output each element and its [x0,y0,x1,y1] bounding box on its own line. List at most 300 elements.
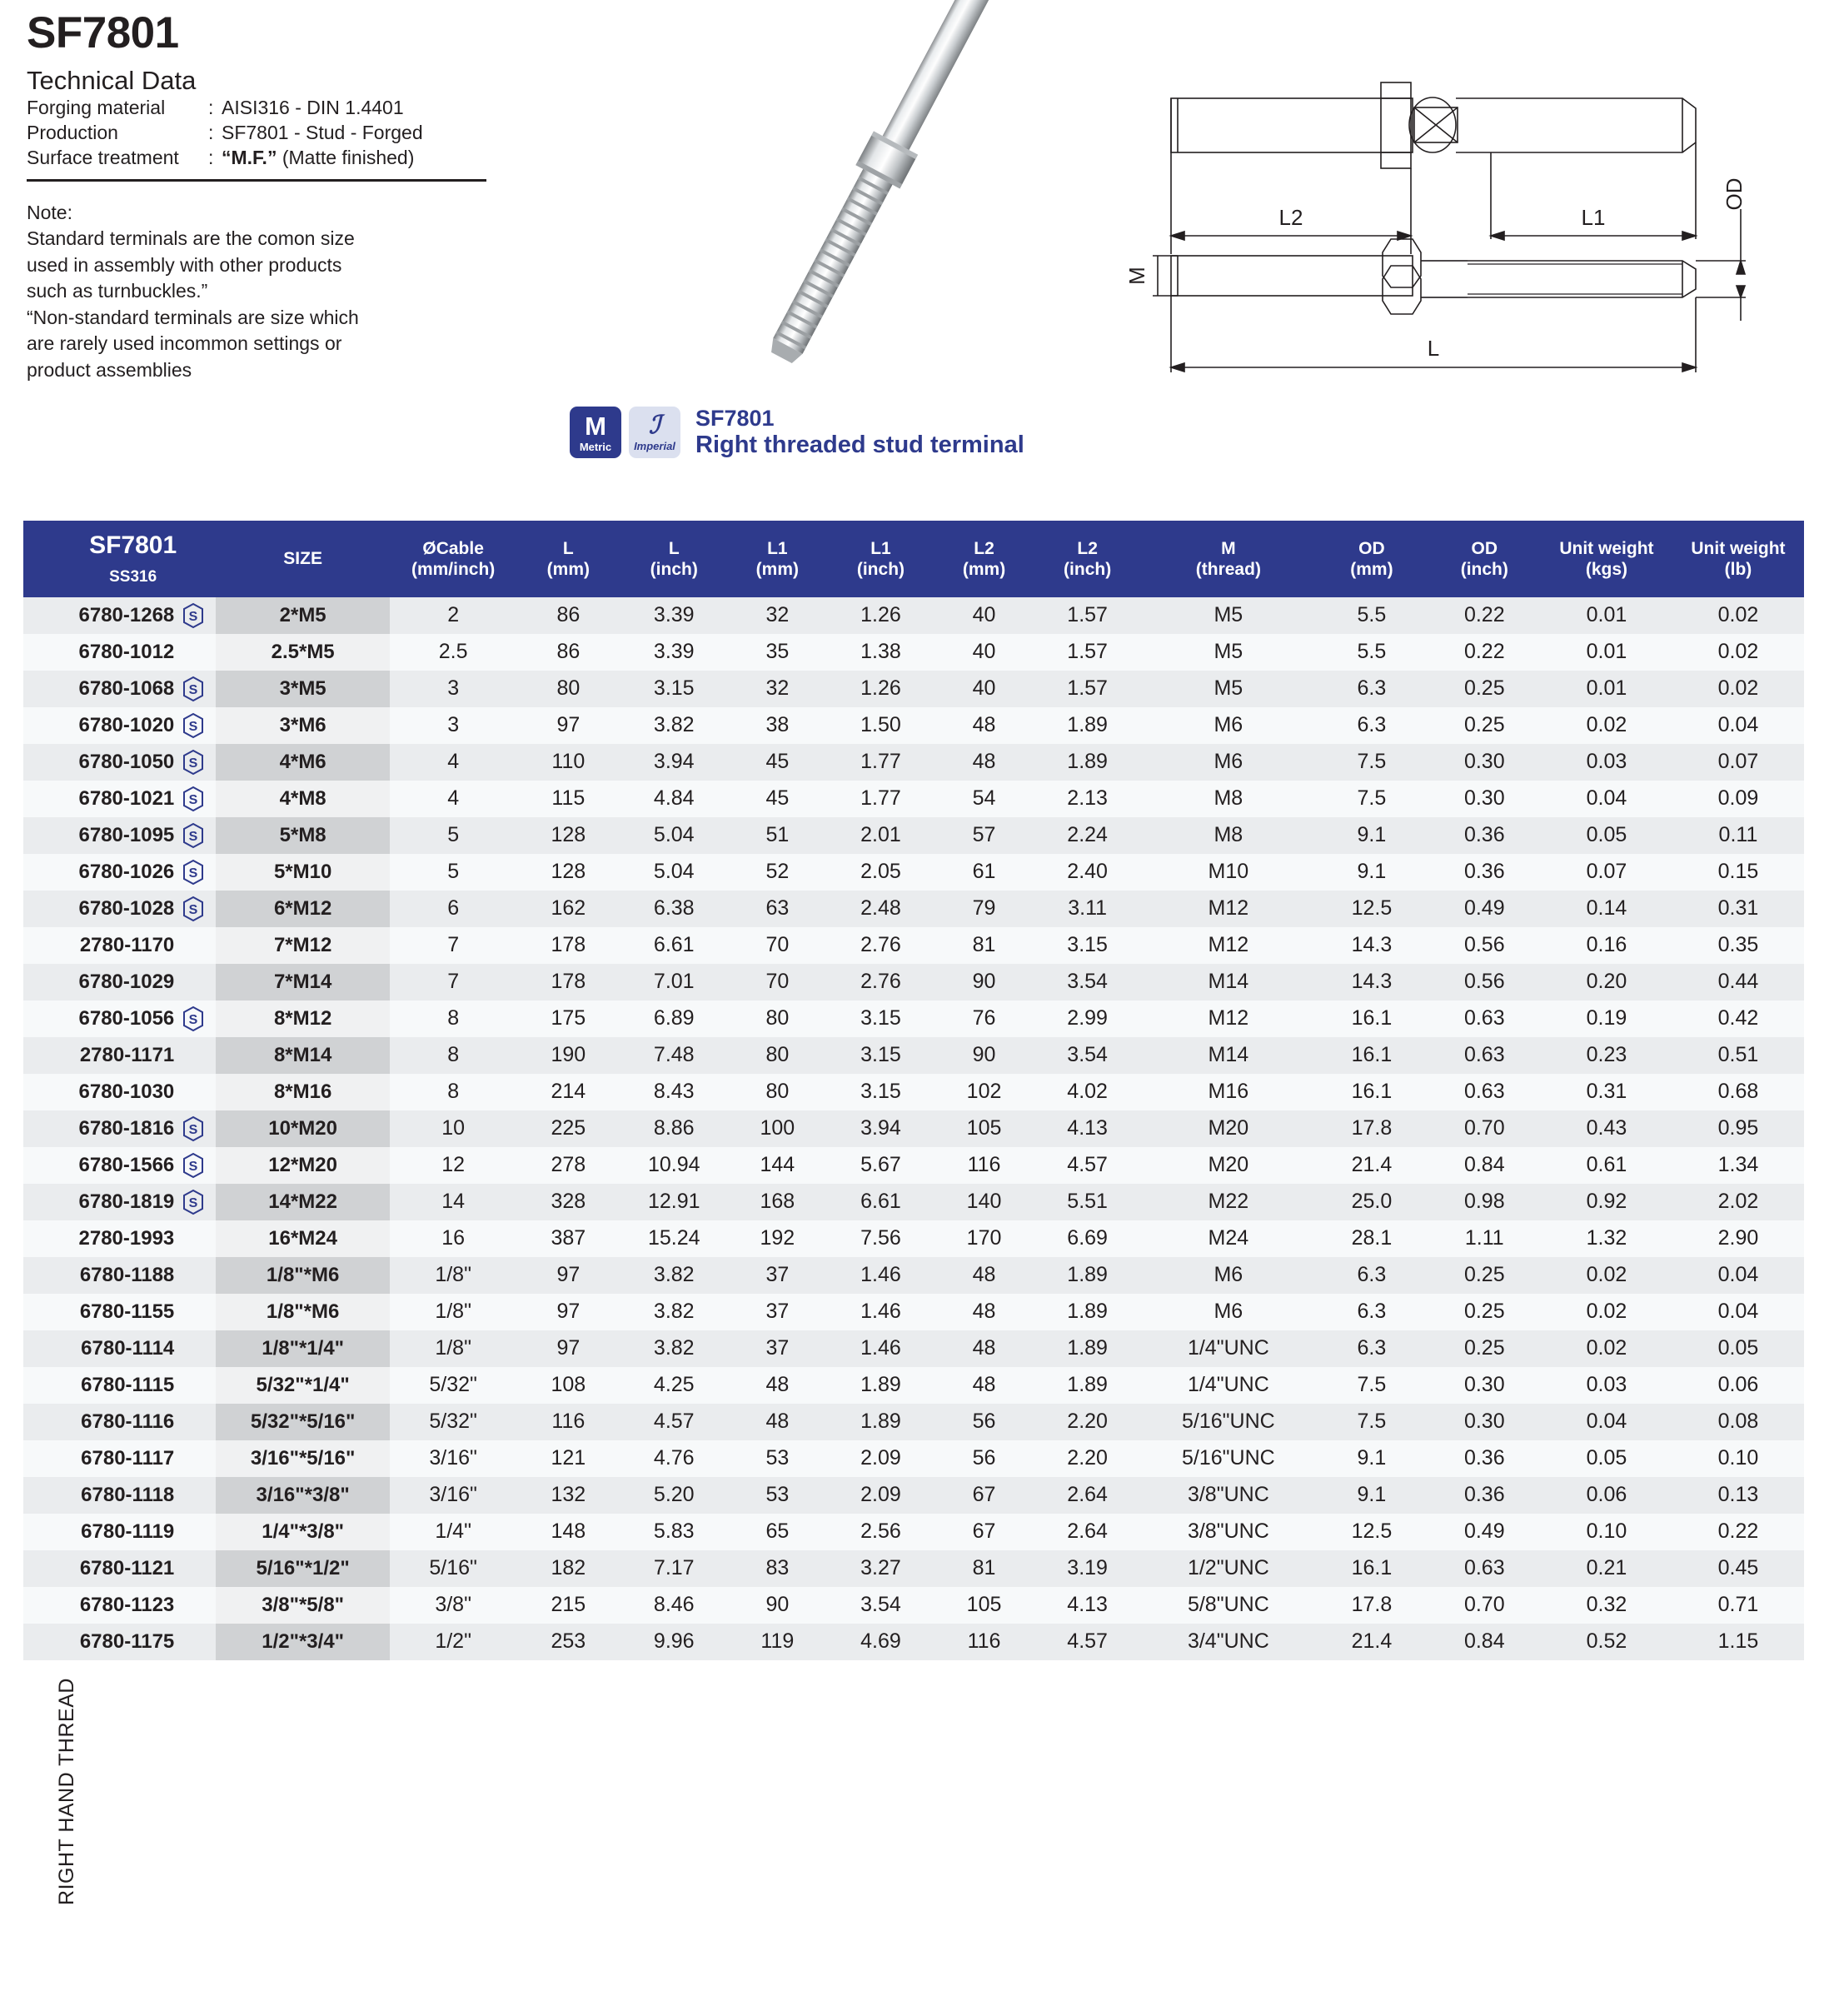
table-row[interactable] [23,1074,1804,1110]
cell-lb: 2.02 [1672,1184,1804,1220]
column-header-main: L [668,538,680,558]
cell-thread: M16 [1142,1074,1316,1110]
cell-size: 16*M24 [216,1220,390,1257]
cell-l-mm: 86 [516,597,620,634]
stainless-s-icon [182,750,204,775]
cell-od-in: 0.25 [1428,671,1541,707]
cell-l-in: 4.84 [620,781,728,817]
cell-l2-mm: 116 [934,1624,1033,1660]
cell-l-in: 8.86 [620,1110,728,1147]
table-row[interactable] [23,597,1804,634]
product-code-text: 6780-1114 [81,1336,175,1360]
caption-product-name: Right threaded stud terminal [695,432,1024,459]
cell-l2-in: 2.20 [1034,1440,1142,1477]
cell-size: 3/8"*5/8" [216,1587,390,1624]
cell-od-mm: 16.1 [1315,1001,1428,1037]
cell-l1-in: 3.54 [827,1587,935,1624]
table-row[interactable] [23,1257,1804,1294]
cell-lb: 0.08 [1672,1404,1804,1440]
cell-od-mm: 17.8 [1315,1110,1428,1147]
cell-kgs: 0.21 [1541,1550,1672,1587]
cell-od-in: 0.49 [1428,1514,1541,1550]
cell-size: 12*M20 [216,1147,390,1184]
cell-l-in: 7.48 [620,1037,728,1074]
cell-thread: 5/8"UNC [1142,1587,1316,1624]
code-cell-inner [25,1043,204,1068]
cell-od-mm: 6.3 [1315,1330,1428,1367]
table-row[interactable] [23,1001,1804,1037]
cell-l1-in: 1.77 [827,781,935,817]
cell-kgs: 0.92 [1541,1184,1672,1220]
cell-l2-in: 6.69 [1034,1220,1142,1257]
cell-l-mm: 162 [516,891,620,927]
column-header [1672,521,1804,597]
product-code-text: 6780-1116 [81,1410,175,1433]
cell-l-in: 5.20 [620,1477,728,1514]
cell-kgs: 0.01 [1541,671,1672,707]
table-row[interactable] [23,781,1804,817]
cell-product-code [23,1550,216,1587]
column-header-main: Unit weight [1559,538,1654,558]
cell-kgs: 1.32 [1541,1220,1672,1257]
cell-l1-in: 1.89 [827,1404,935,1440]
cell-lb: 0.11 [1672,817,1804,854]
cell-thread: M20 [1142,1110,1316,1147]
code-cell-inner [25,603,204,628]
cell-size: 3*M6 [216,707,390,744]
cell-l1-in: 2.76 [827,927,935,964]
code-cell-inner [25,1226,204,1251]
spec-colon: : [208,122,214,144]
product-code-text: 6780-1155 [79,1300,175,1323]
cell-lb: 0.02 [1672,634,1804,671]
cell-thread: M14 [1142,1037,1316,1074]
product-code-text: 6780-1115 [81,1373,175,1396]
column-header-main: ØCable [422,538,484,558]
cell-lb: 0.51 [1672,1037,1804,1074]
cell-l-mm: 115 [516,781,620,817]
cell-kgs: 0.10 [1541,1514,1672,1550]
cell-thread: 5/16"UNC [1142,1440,1316,1477]
cell-l2-mm: 40 [934,634,1033,671]
cell-kgs: 0.02 [1541,1294,1672,1330]
product-code-text: 6780-1012 [78,640,175,663]
cell-l-in: 4.57 [620,1404,728,1440]
cell-l1-in: 6.61 [827,1184,935,1220]
spec-label: Production [27,122,118,144]
column-header [934,521,1033,597]
cell-l2-in: 2.64 [1034,1514,1142,1550]
column-header-main: SIZE [283,549,322,569]
cell-kgs: 0.20 [1541,964,1672,1001]
cell-l-in: 8.43 [620,1074,728,1110]
code-cell-inner [25,1190,204,1215]
cell-thread: M12 [1142,1001,1316,1037]
note-block [27,200,493,384]
cell-od-mm: 7.5 [1315,744,1428,781]
cell-lb: 0.09 [1672,781,1804,817]
cell-l1-mm: 80 [728,1074,826,1110]
cell-l-in: 7.17 [620,1550,728,1587]
cell-l-mm: 110 [516,744,620,781]
cell-l-mm: 97 [516,707,620,744]
column-header-sub: (thread) [1195,559,1261,579]
note-line: are rarely used incommon settings or [27,332,342,355]
cell-l1-in: 2.05 [827,854,935,891]
cell-size: 1/8"*1/4" [216,1330,390,1367]
cell-kgs: 0.01 [1541,634,1672,671]
cell-l2-in: 3.54 [1034,1037,1142,1074]
spec-colon: : [208,96,214,118]
spec-value [222,145,493,170]
cell-thread: M12 [1142,927,1316,964]
cell-l-in: 12.91 [620,1184,728,1220]
svg-text:S: S [188,1012,198,1027]
cell-product-code [23,1367,216,1404]
cell-product-code [23,744,216,781]
table-row[interactable] [23,891,1804,927]
cell-l2-in: 1.89 [1034,707,1142,744]
svg-text:S: S [188,902,198,917]
spec-label: Surface treatment [27,147,179,169]
cell-od-mm: 21.4 [1315,1624,1428,1660]
cell-l1-mm: 65 [728,1514,826,1550]
table-row[interactable] [23,671,1804,707]
table-row[interactable] [23,1330,1804,1367]
cell-l1-in: 7.56 [827,1220,935,1257]
cell-od-in: 0.22 [1428,634,1541,671]
table-row[interactable] [23,1147,1804,1184]
product-code-text: 6780-1566 [78,1153,175,1176]
cell-l1-mm: 38 [728,707,826,744]
cell-product-code [23,927,216,964]
cell-size: 5/32"*1/4" [216,1367,390,1404]
cell-product-code [23,781,216,817]
cell-l2-mm: 56 [934,1440,1033,1477]
cell-l2-mm: 48 [934,1294,1033,1330]
cell-l-in: 3.82 [620,1294,728,1330]
column-header-sub: (mm) [755,559,800,579]
table-row[interactable] [23,1514,1804,1550]
cell-l-in: 3.82 [620,1330,728,1367]
product-code-text: 2780-1170 [79,933,175,956]
cell-size: 1/8"*M6 [216,1257,390,1294]
cell-l2-in: 3.15 [1034,927,1142,964]
cell-product-code [23,1404,216,1440]
cell-l-mm: 182 [516,1550,620,1587]
cell-l1-mm: 35 [728,634,826,671]
cell-l1-mm: 48 [728,1367,826,1404]
code-cell-inner [25,1300,204,1325]
cell-size: 8*M12 [216,1001,390,1037]
cell-l1-mm: 83 [728,1550,826,1587]
cell-od-in: 0.63 [1428,1074,1541,1110]
cell-lb: 0.04 [1672,1294,1804,1330]
code-cell-inner [25,860,204,885]
code-cell-inner [25,1556,204,1581]
imperial-badge [629,407,680,458]
cell-size: 5/32"*5/16" [216,1404,390,1440]
cell-cable: 1/8" [390,1330,516,1367]
table-row[interactable] [23,1587,1804,1624]
cell-od-in: 0.36 [1428,1440,1541,1477]
cell-l1-in: 1.77 [827,744,935,781]
cell-thread: M14 [1142,964,1316,1001]
note-line: “Non-standard terminals are size which [27,306,359,328]
cell-lb: 0.71 [1672,1587,1804,1624]
caption-product-code: SF7801 [695,406,775,431]
cell-kgs: 0.31 [1541,1074,1672,1110]
column-header [1034,521,1142,597]
cell-l2-mm: 48 [934,707,1033,744]
cell-l-mm: 108 [516,1367,620,1404]
cell-product-code [23,1330,216,1367]
table-row[interactable] [23,1550,1804,1587]
column-header [728,521,826,597]
cell-kgs: 0.14 [1541,891,1672,927]
cell-l1-mm: 119 [728,1624,826,1660]
cell-l2-mm: 61 [934,854,1033,891]
cell-size: 1/8"*M6 [216,1294,390,1330]
cell-cable: 3 [390,671,516,707]
table-row[interactable] [23,1367,1804,1404]
table-row[interactable] [23,1440,1804,1477]
stainless-s-icon [182,823,204,848]
code-cell-inner [25,640,204,665]
cell-od-mm: 16.1 [1315,1074,1428,1110]
data-table-section [23,521,1804,1905]
cell-od-in: 0.25 [1428,1257,1541,1294]
table-row[interactable] [23,1477,1804,1514]
cell-od-mm: 21.4 [1315,1147,1428,1184]
cell-l2-mm: 81 [934,927,1033,964]
cell-l1-in: 2.09 [827,1477,935,1514]
stainless-s-icon [182,603,204,628]
cell-cable: 2.5 [390,634,516,671]
cell-od-in: 0.70 [1428,1587,1541,1624]
product-code-text: 6780-1020 [78,713,175,736]
cell-l-mm: 121 [516,1440,620,1477]
cell-cable: 1/2" [390,1624,516,1660]
column-header [216,521,390,597]
product-code-text: 6780-1188 [79,1263,175,1286]
code-cell-inner [25,1519,204,1544]
cell-lb: 0.02 [1672,597,1804,634]
cell-l1-mm: 45 [728,744,826,781]
cell-l2-in: 1.57 [1034,671,1142,707]
cell-cable: 5/16" [390,1550,516,1587]
cell-l-mm: 215 [516,1587,620,1624]
column-header [620,521,728,597]
cell-kgs: 0.01 [1541,597,1672,634]
table-row[interactable] [23,1294,1804,1330]
cell-l2-in: 1.89 [1034,1330,1142,1367]
table-row[interactable] [23,964,1804,1001]
column-header [390,521,516,597]
cell-l-mm: 97 [516,1257,620,1294]
cell-l-mm: 253 [516,1624,620,1660]
cell-size: 4*M8 [216,781,390,817]
cell-l1-in: 2.09 [827,1440,935,1477]
cell-cable: 3/16" [390,1477,516,1514]
svg-text:S: S [188,682,198,697]
product-code-text: 6780-1819 [78,1190,175,1213]
column-header [516,521,620,597]
cell-l1-in: 1.46 [827,1330,935,1367]
stainless-s-icon [182,860,204,885]
product-code-text: 6780-1095 [78,823,175,846]
cell-l1-in: 5.67 [827,1147,935,1184]
cell-od-mm: 14.3 [1315,927,1428,964]
cell-cable: 4 [390,781,516,817]
cell-thread: M8 [1142,817,1316,854]
cell-size: 3/16"*3/8" [216,1477,390,1514]
cell-lb: 1.15 [1672,1624,1804,1660]
table-row[interactable] [23,817,1804,854]
cell-cable: 1/8" [390,1257,516,1294]
table-row[interactable] [23,1404,1804,1440]
cell-lb: 1.34 [1672,1147,1804,1184]
cell-l2-mm: 170 [934,1220,1033,1257]
spec-value-emphasis: “M.F.” [222,147,277,169]
spec-row [27,95,493,120]
cell-l-in: 8.46 [620,1587,728,1624]
cell-size: 3*M5 [216,671,390,707]
cell-thread: M5 [1142,634,1316,671]
cell-l2-mm: 56 [934,1404,1033,1440]
cell-l1-mm: 32 [728,671,826,707]
cell-thread: M22 [1142,1184,1316,1220]
cell-l-mm: 225 [516,1110,620,1147]
column-header [827,521,935,597]
cell-cable: 3/16" [390,1440,516,1477]
column-header-sub: (mm/inch) [411,559,496,579]
table-row[interactable] [23,744,1804,781]
cell-od-in: 0.36 [1428,817,1541,854]
spec-value-rest: (Matte finished) [277,147,415,169]
column-header-sub: (inch) [1460,559,1508,579]
imperial-badge-label: Imperial [634,440,675,453]
dimension-label-l2: L2 [1278,205,1303,230]
cell-kgs: 0.05 [1541,817,1672,854]
cell-l-mm: 178 [516,927,620,964]
cell-l1-in: 1.26 [827,597,935,634]
cell-l2-in: 2.24 [1034,817,1142,854]
cell-od-mm: 16.1 [1315,1550,1428,1587]
code-cell-inner [25,750,204,775]
caption-block [570,406,1024,459]
cell-size: 6*M12 [216,891,390,927]
metric-badge [570,407,621,458]
cell-lb: 0.10 [1672,1440,1804,1477]
cell-lb: 0.07 [1672,744,1804,781]
cell-l2-mm: 90 [934,964,1033,1001]
cell-l2-in: 1.89 [1034,744,1142,781]
cell-l2-mm: 105 [934,1110,1033,1147]
product-code-text: 6780-1816 [78,1116,175,1140]
cell-kgs: 0.02 [1541,707,1672,744]
cell-od-in: 0.30 [1428,1404,1541,1440]
column-header-code [23,521,216,597]
code-cell-inner [25,823,204,848]
stainless-s-icon [182,786,204,811]
cell-l1-in: 1.38 [827,634,935,671]
metric-badge-glyph: M [585,411,606,441]
cell-size: 10*M20 [216,1110,390,1147]
cell-product-code [23,1514,216,1550]
cell-thread: M6 [1142,1294,1316,1330]
code-cell-inner [25,1373,204,1398]
cell-l2-in: 4.13 [1034,1587,1142,1624]
cell-product-code [23,891,216,927]
cell-l-mm: 190 [516,1037,620,1074]
cell-l-in: 5.04 [620,854,728,891]
note-line: Standard terminals are the comon size [27,227,355,250]
cell-cable: 8 [390,1074,516,1110]
cell-l1-mm: 53 [728,1477,826,1514]
cell-l2-in: 2.13 [1034,781,1142,817]
cell-size: 4*M6 [216,744,390,781]
stainless-s-icon [182,1190,204,1215]
code-cell-inner [25,1116,204,1141]
cell-l-in: 6.89 [620,1001,728,1037]
cell-l-mm: 116 [516,1404,620,1440]
code-cell-inner [25,933,204,958]
cell-size: 2.5*M5 [216,634,390,671]
cell-lb: 0.31 [1672,891,1804,927]
code-cell-inner [25,1336,204,1361]
cell-od-in: 0.49 [1428,891,1541,927]
column-header-sub: (mm) [1350,559,1393,579]
title-block [27,10,493,383]
cell-cable: 8 [390,1037,516,1074]
cell-l2-in: 3.19 [1034,1550,1142,1587]
cell-l1-mm: 37 [728,1330,826,1367]
cell-l1-in: 3.15 [827,1037,935,1074]
cell-l1-in: 4.69 [827,1624,935,1660]
table-row[interactable] [23,707,1804,744]
column-header-sub: (inch) [1064,559,1112,579]
cell-l2-in: 1.89 [1034,1257,1142,1294]
table-row[interactable] [23,854,1804,891]
cell-kgs: 0.43 [1541,1110,1672,1147]
cell-od-in: 0.63 [1428,1037,1541,1074]
cell-thread: M6 [1142,744,1316,781]
cell-od-mm: 6.3 [1315,1294,1428,1330]
cell-od-in: 0.56 [1428,927,1541,964]
cell-product-code [23,1257,216,1294]
product-code-text: 6780-1026 [78,860,175,883]
cell-product-code [23,964,216,1001]
table-row[interactable] [23,1624,1804,1660]
table-row[interactable] [23,927,1804,964]
column-header-sub: (mm) [546,559,591,579]
column-header-main: L2 [1077,538,1098,558]
cell-l2-in: 2.64 [1034,1477,1142,1514]
table-row[interactable] [23,1184,1804,1220]
column-header-main: L [562,538,574,558]
cell-cable: 14 [390,1184,516,1220]
table-row[interactable] [23,634,1804,671]
cell-l-in: 3.39 [620,597,728,634]
product-code-text: 6780-1021 [78,786,175,810]
cell-size: 5*M10 [216,854,390,891]
table-row[interactable] [23,1220,1804,1257]
code-cell-inner [25,1080,204,1105]
cell-od-mm: 6.3 [1315,1257,1428,1294]
table-row[interactable] [23,1110,1804,1147]
table-row[interactable] [23,1037,1804,1074]
